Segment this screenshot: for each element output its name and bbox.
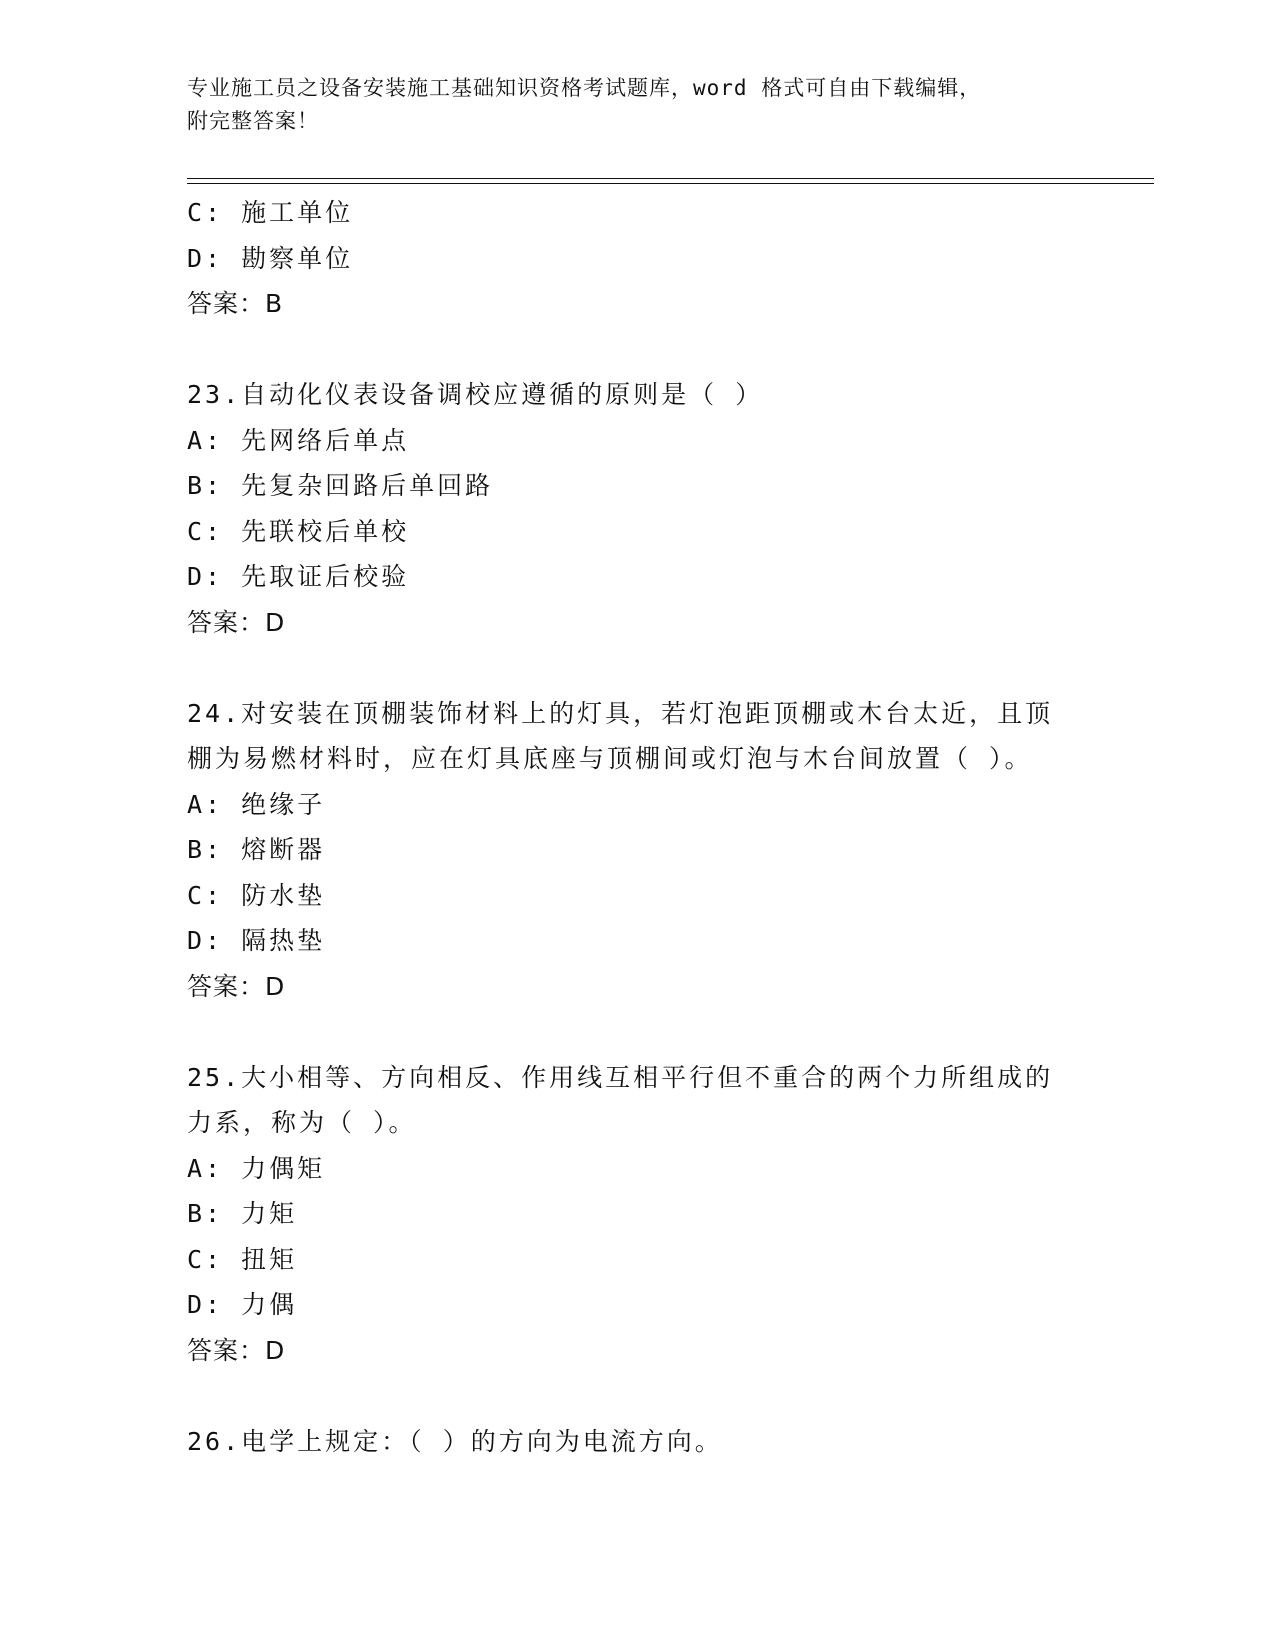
option-b: B: 熔断器 <box>187 835 326 864</box>
answer-label: 答案：D <box>187 971 286 1001</box>
option-c: C: 施工单位 <box>187 198 354 227</box>
question-22-tail <box>187 190 1087 327</box>
question-list <box>187 190 1087 1464</box>
spacer <box>187 1009 1087 1055</box>
spacer <box>187 645 1087 691</box>
answer-label: 答案：D <box>187 1335 286 1365</box>
spacer <box>187 1373 1087 1419</box>
question-stem-line-1: 25.大小相等、方向相反、作用线互相平行但不重合的两个力所组成的 <box>187 1062 1054 1092</box>
question-stem: 23.自动化仪表设备调校应遵循的原则是（ ） <box>187 380 764 409</box>
question-stem-line-1: 24.对安装在顶棚装饰材料上的灯具，若灯泡距顶棚或木台太近，且顶 <box>187 698 1054 728</box>
header-line-2: 附完整答案！ <box>187 109 319 133</box>
spacer <box>187 327 1087 373</box>
option-a: A: 力偶矩 <box>187 1153 326 1183</box>
answer-label: 答案：D <box>187 607 286 637</box>
option-b: B: 力矩 <box>187 1199 298 1228</box>
option-d: D: 隔热垫 <box>187 926 326 955</box>
option-d: D: 力偶 <box>187 1290 298 1319</box>
option-d: D: 先取证后校验 <box>187 562 410 591</box>
header-line-1: 专业施工员之设备安装施工基础知识资格考试题库，word 格式可自由下载编辑， <box>187 76 982 100</box>
question-24 <box>187 691 1087 1010</box>
header-divider-bottom <box>187 183 1154 184</box>
question-25 <box>187 1055 1087 1374</box>
option-c: C: 扭矩 <box>187 1244 298 1274</box>
header-divider-top <box>187 178 1154 179</box>
question-26 <box>187 1419 1087 1465</box>
option-c: C: 先联校后单校 <box>187 516 410 546</box>
option-a: A: 绝缘子 <box>187 789 326 819</box>
question-stem: 26.电学上规定：（ ）的方向为电流方向。 <box>187 1426 723 1456</box>
answer-label: 答案：B <box>187 289 284 318</box>
document-header <box>187 72 1087 138</box>
option-b: B: 先复杂回路后单回路 <box>187 471 494 500</box>
question-stem-line-2: 棚为易燃材料时，应在灯具底座与顶棚间或灯泡与木台间放置（ ）。 <box>187 744 1033 773</box>
option-c: C: 防水垫 <box>187 880 326 910</box>
question-stem-line-2: 力系，称为（ ）。 <box>187 1108 417 1137</box>
option-d: D: 勘察单位 <box>187 243 354 273</box>
question-23 <box>187 372 1087 645</box>
option-a: A: 先网络后单点 <box>187 425 410 455</box>
